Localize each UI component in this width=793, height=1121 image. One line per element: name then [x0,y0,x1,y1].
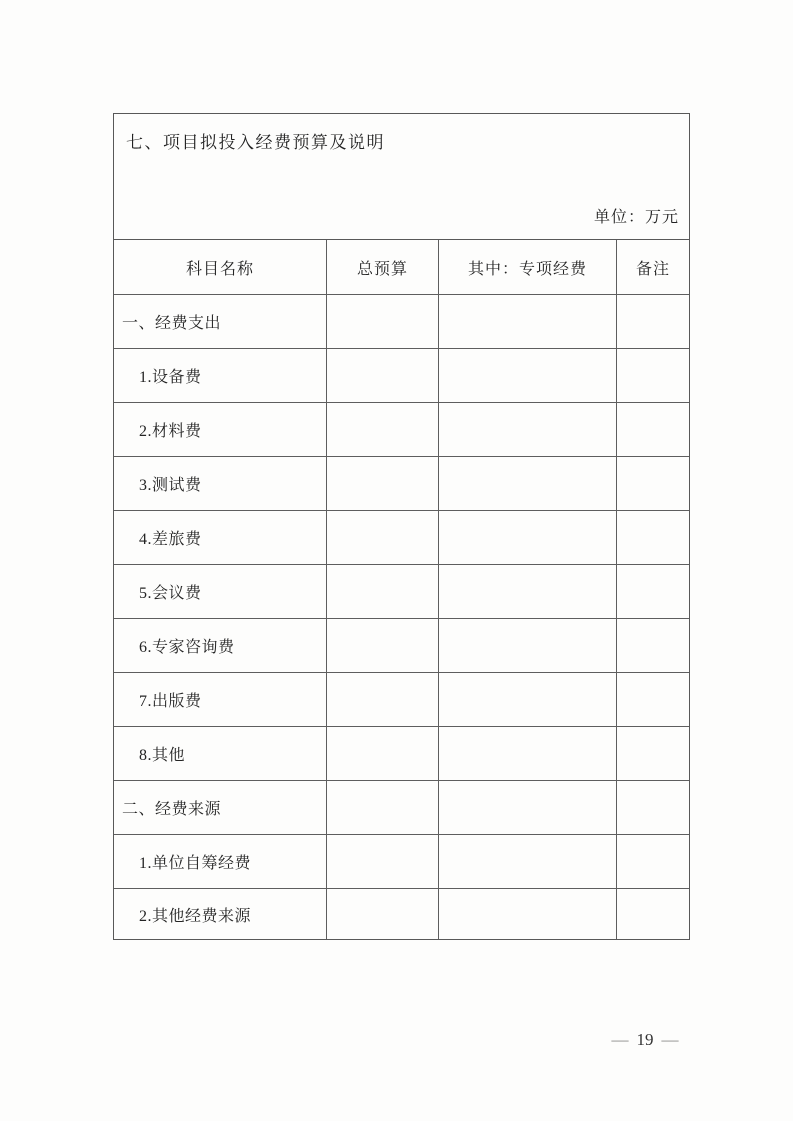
special-funds-cell [438,727,616,780]
note-cell [616,619,689,672]
subject-name-cell: 1.单位自筹经费 [139,855,252,872]
total-budget-cell [326,295,438,348]
subject-name-cell: 7.出版费 [139,693,202,710]
note-cell [616,511,689,564]
table-header-row [114,240,689,295]
note-cell [616,349,689,402]
subject-name-cell: 4.差旅费 [139,531,202,548]
subject-name-cell: 5.会议费 [139,585,202,602]
subject-name-cell: 2.材料费 [139,423,202,440]
column-header-total-budget: 总预算 [326,240,438,294]
table-row [114,889,689,939]
subject-name-cell: 8.其他 [139,747,186,764]
table-row [114,295,689,349]
page-number [585,1030,705,1050]
total-budget-cell [326,727,438,780]
special-funds-cell [438,835,616,888]
column-header-subject: 科目名称 [185,260,254,278]
table-row [114,835,689,889]
subject-name-cell: 3.测试费 [139,477,202,494]
total-budget-cell [326,619,438,672]
note-cell [616,565,689,618]
note-cell [616,781,689,834]
subject-name-cell: 二、经费来源 [122,801,222,818]
note-cell [616,403,689,456]
table-row [114,565,689,619]
table-row [114,457,689,511]
subject-name-cell: 一、经费支出 [122,315,222,332]
special-funds-cell [438,889,616,939]
special-funds-cell [438,349,616,402]
page-number-left-dash: — [611,1030,629,1049]
total-budget-cell [326,781,438,834]
note-cell [616,673,689,726]
subject-name-cell: 1.设备费 [139,369,202,386]
table-row [114,727,689,781]
page-number-value: 19 [636,1030,654,1049]
table-row [114,349,689,403]
column-header-note: 备注 [616,240,689,294]
special-funds-cell [438,673,616,726]
total-budget-cell [326,673,438,726]
total-budget-cell [326,511,438,564]
budget-form-table [113,113,690,940]
special-funds-cell [438,619,616,672]
table-row [114,781,689,835]
special-funds-cell [438,295,616,348]
column-header-special-funds: 其中：专项经费 [438,240,616,294]
note-cell [616,727,689,780]
note-cell [616,295,689,348]
total-budget-cell [326,403,438,456]
total-budget-cell [326,835,438,888]
page-number-right-dash: — [661,1030,679,1049]
special-funds-cell [438,457,616,510]
note-cell [616,835,689,888]
special-funds-cell [438,565,616,618]
unit-label: 单位：万元 [593,209,679,226]
special-funds-cell [438,511,616,564]
total-budget-cell [326,457,438,510]
table-row [114,511,689,565]
total-budget-cell [326,565,438,618]
note-cell [616,889,689,939]
note-cell [616,457,689,510]
section-title: 七、项目拟投入经费预算及说明 [126,133,385,152]
special-funds-cell [438,403,616,456]
total-budget-cell [326,349,438,402]
total-budget-cell [326,889,438,939]
subject-name-cell: 2.其他经费来源 [139,907,252,925]
table-row [114,403,689,457]
special-funds-cell [438,781,616,834]
table-row [114,673,689,727]
subject-name-cell: 6.专家咨询费 [139,639,235,656]
table-row [114,619,689,673]
table-body [114,295,689,939]
table-title-block [114,114,689,240]
